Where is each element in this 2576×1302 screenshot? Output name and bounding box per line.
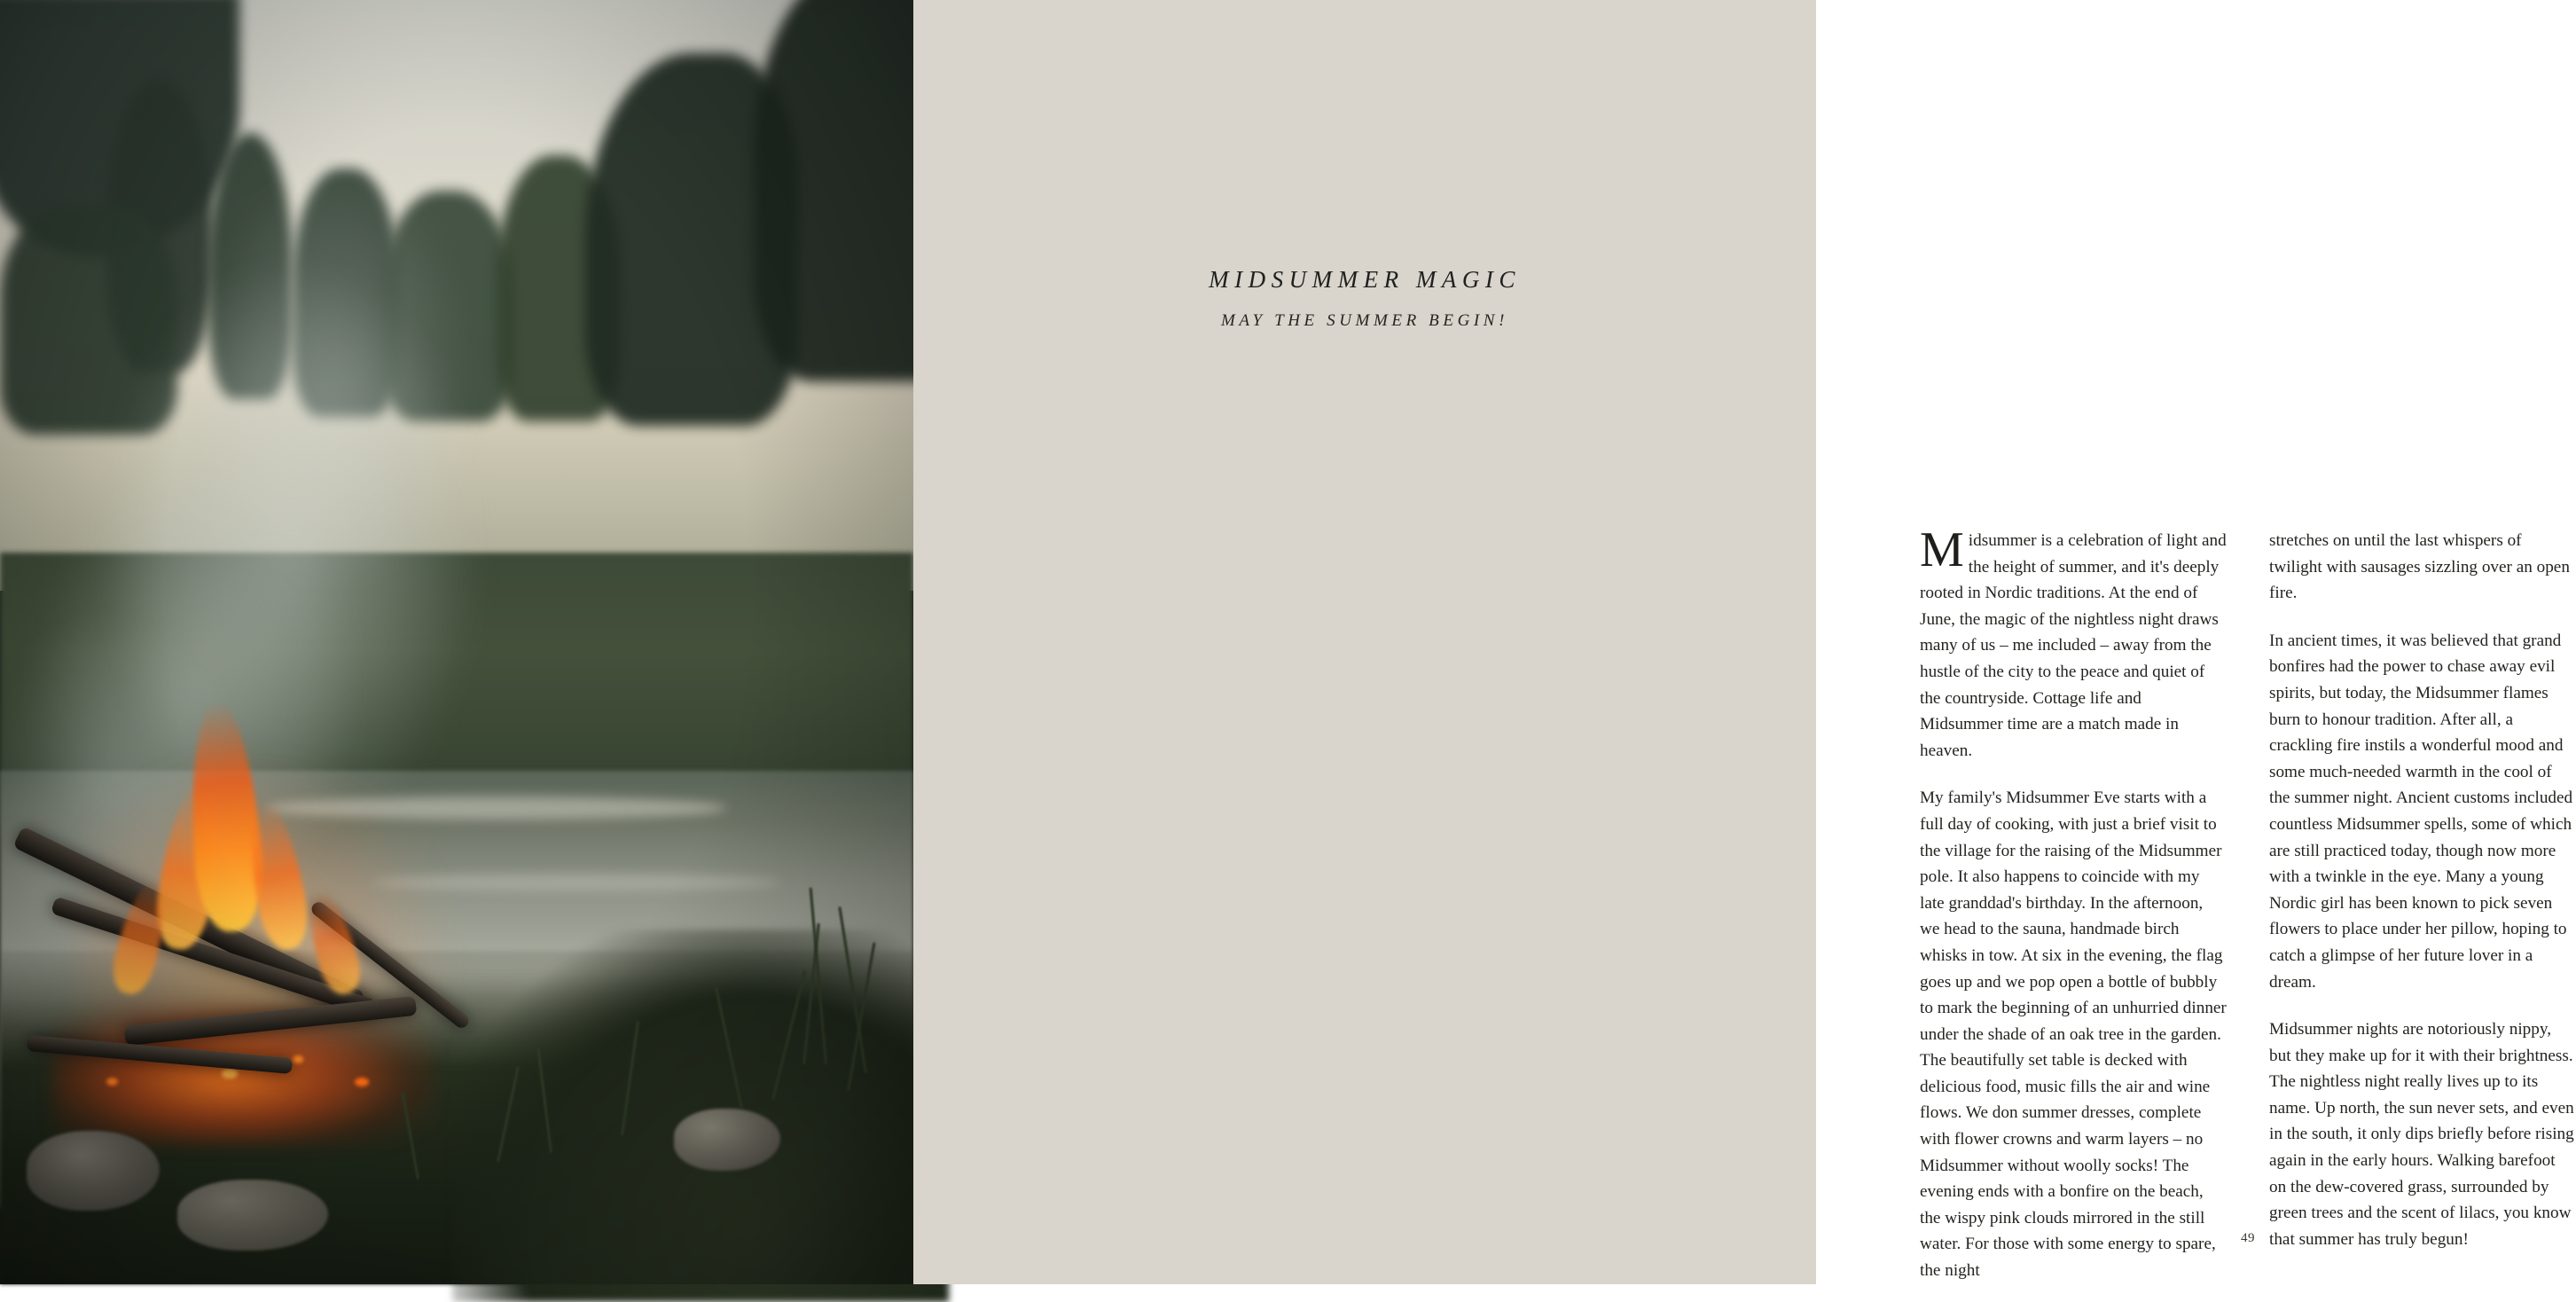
bonfire-photograph: [0, 0, 913, 1284]
drop-cap: M: [1920, 522, 1964, 577]
column-left: [1920, 522, 2227, 1284]
page-title: MIDSUMMER MAGIC: [1209, 266, 1521, 293]
ember: [355, 1078, 369, 1086]
column-right: [2269, 528, 2576, 1284]
tree-silhouette-icon: [0, 204, 177, 435]
photo-page: [0, 0, 913, 1284]
paragraph: Midsummer nights are notoriously nippy, but they make up for it with their brightness. The nightless night really lives up to its name. Up north, the sun never sets, and even in the south, it only dips briefly before rising again in the early hours. Walking barefoot on the dew-covered grass, surrounded by green trees and the scent of lilacs, you know that summer has truly begun!: [2269, 1020, 2574, 1249]
page-subtitle: MAY THE SUMMER BEGIN!: [1220, 311, 1509, 330]
paragraph: stretches on until the last whispers of twilight with sausages sizzling over an open fire.: [2269, 531, 2570, 603]
ember: [293, 1055, 303, 1063]
page-number: 49: [2241, 1231, 2255, 1245]
paragraph: My family's Midsummer Eve starts with a full day of cooking, with just a brief visit to the village for the raising of the Midsummer pole. It also happens to coincide with my late granddad's birthday. In the afternoon, we head to the sauna, handmade birch whisks in tow. At six in the evening, the flag goes up and we pop open a bottle of bubbly to mark the beginning of an unhurried dinner under the shade of an oak tree in the garden. The beautifully set table is decked with delicious food, music fills the air and wine flows. We don summer dresses, complete with flower crowns and warm layers – no Midsummer without woolly socks! The evening ends with a bonfire on the beach, the wispy pink clouds mirrored in the still water. For those with some energy to spare, the night: [1920, 788, 2227, 1281]
ember: [106, 1078, 118, 1086]
tree-silhouette-icon: [381, 191, 514, 421]
paragraph: [1920, 522, 2227, 764]
ember: [222, 1069, 238, 1078]
paragraph: In ancient times, it was believed that grand bonfires had the power to chase away evil spirits, but today, the Midsummer flames burn to honour tradition. After all, a crackling fire instils a wonderful mood and some much-needed warmth in the cool of the summer night. Ancient customs included countless Midsummer spells, some of which are still practiced today, though now more with a twinkle in the eye. Many a young Nordic girl has been known to pick seven flowers to place under her pillow, hoping to catch a glimpse of her future lover in a dream.: [2269, 631, 2573, 992]
body-columns: [1920, 522, 2576, 1284]
tree-silhouette-icon: [208, 133, 293, 399]
chapter-heading-group: [913, 266, 1816, 331]
paragraph-text: idsummer is a celebration of light and the height of summer, and it's deeply rooted in Nordic traditions. At the end of June, the magic of the nightless night draws many of us – me included – away from the hustle of the city to the peace and quiet of the countryside. Cottage life and Midsummer time are a match made in heaven.: [1920, 531, 2227, 760]
text-page: [913, 0, 2574, 1284]
